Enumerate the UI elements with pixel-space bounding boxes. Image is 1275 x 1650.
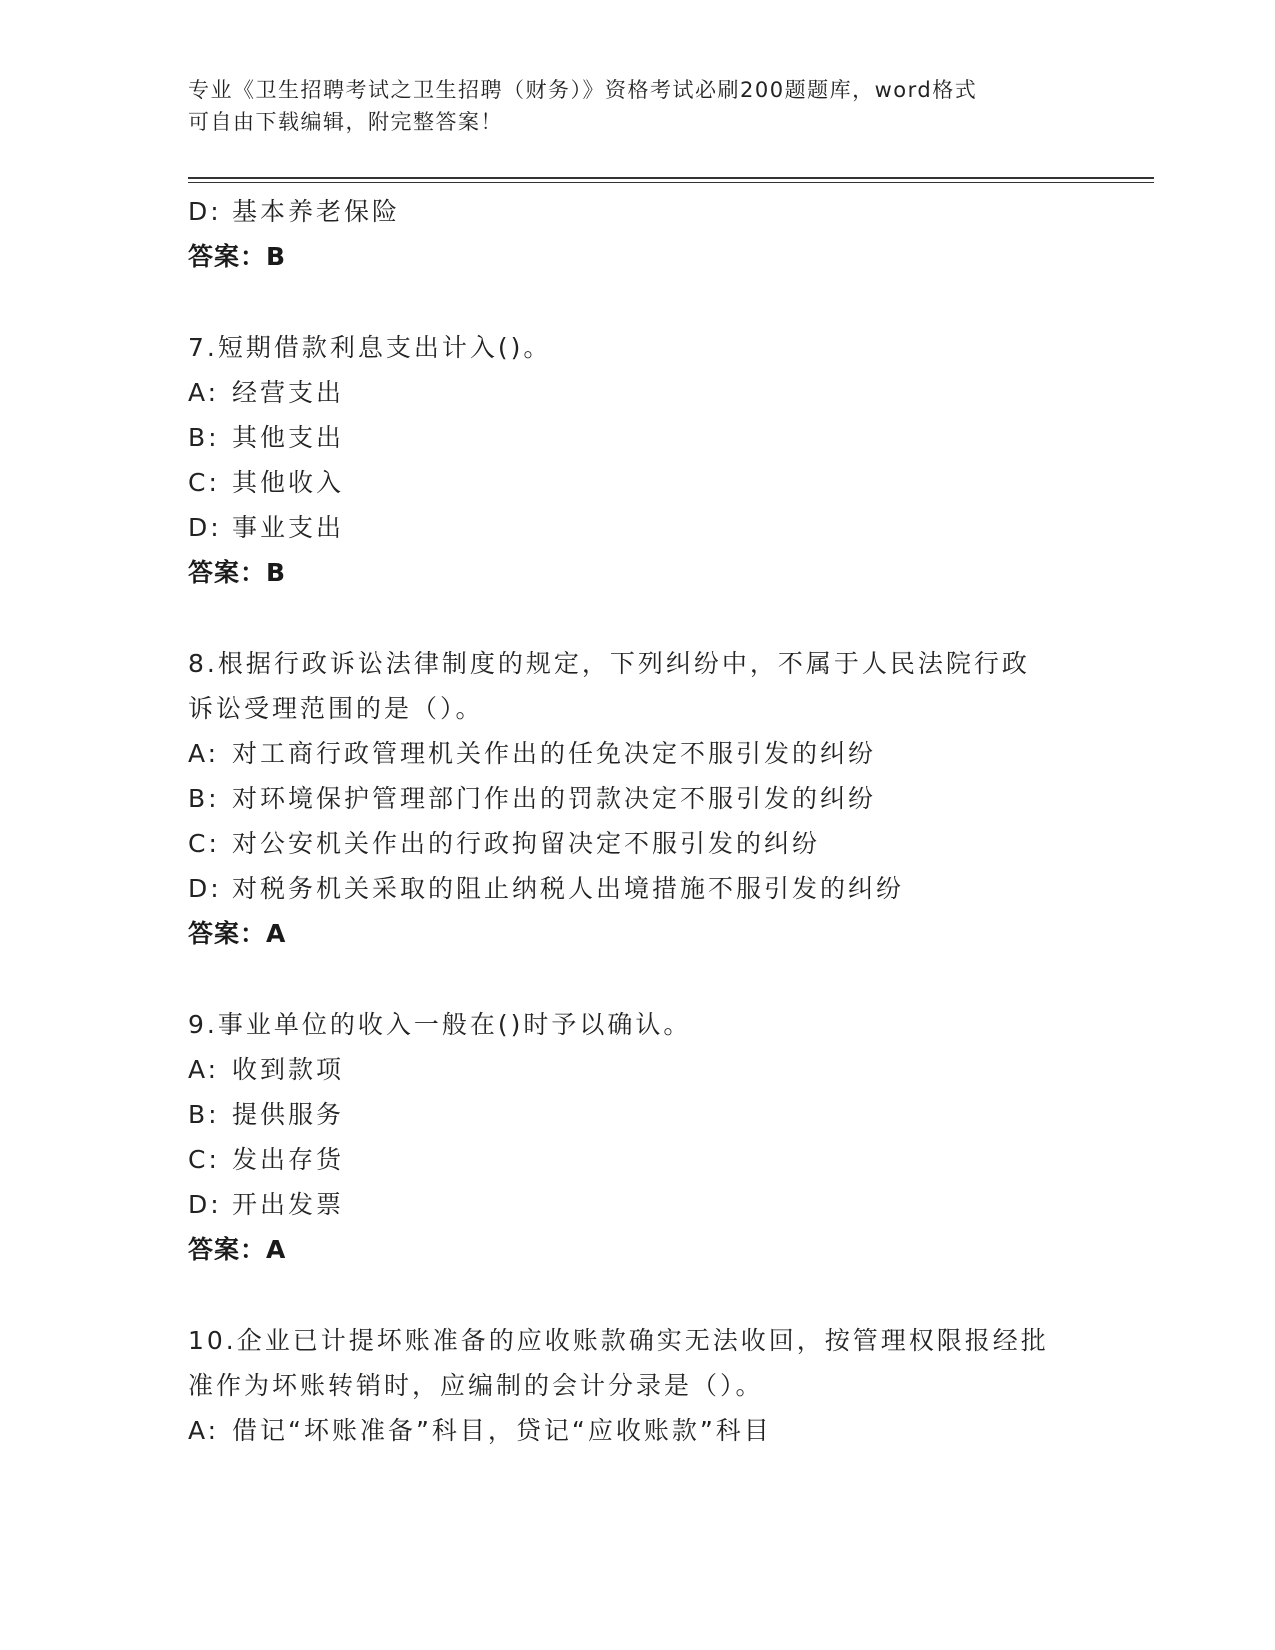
- option-text: 经营支出: [232, 378, 345, 407]
- q9-option-c: [188, 1137, 1088, 1182]
- q9-stem: 9.事业单位的收入一般在()时予以确认。: [188, 1010, 692, 1039]
- q8-option-a: [188, 731, 1088, 776]
- spacer: [188, 956, 1088, 1002]
- q7-option-a: [188, 370, 1088, 415]
- q8-answer: 答案：A: [188, 919, 287, 948]
- q8-stem-line-1: 8.根据行政诉讼法律制度的规定，下列纠纷中，不属于人民法院行政: [188, 649, 1030, 678]
- spacer: [188, 595, 1088, 641]
- q8-option-c: [188, 821, 1088, 866]
- option-key: D:: [188, 874, 222, 903]
- header-rule-thin: [188, 182, 1154, 183]
- q9-option-a: [188, 1047, 1088, 1092]
- option-key: A:: [188, 378, 220, 407]
- page-header: [188, 74, 1088, 138]
- option-key: B:: [188, 423, 220, 452]
- q9-answer: 答案：A: [188, 1235, 287, 1264]
- option-text: 收到款项: [232, 1055, 345, 1084]
- q9-option-b: [188, 1092, 1088, 1137]
- q8-stem-line-2: 诉讼受理范围的是（）。: [188, 694, 484, 723]
- q7-option-b: [188, 415, 1088, 460]
- prev-option-d: [188, 189, 1088, 234]
- option-text: 发出存货: [232, 1145, 345, 1174]
- option-key: A:: [188, 739, 220, 768]
- option-key: A:: [188, 1416, 220, 1445]
- option-key: A:: [188, 1055, 220, 1084]
- option-text: 其他收入: [232, 468, 345, 497]
- spacer: [188, 279, 1088, 325]
- option-key: D:: [188, 197, 222, 226]
- q10-stem-line-1: 10.企业已计提坏账准备的应收账款确实无法收回，按管理权限报经批: [188, 1326, 1049, 1355]
- option-key: B:: [188, 784, 220, 813]
- option-text: 对税务机关采取的阻止纳税人出境措施不服引发的纠纷: [232, 874, 905, 903]
- option-text: 基本养老保险: [232, 197, 401, 226]
- header-rule-thick: [188, 177, 1154, 179]
- option-text: 对公安机关作出的行政拘留决定不服引发的纠纷: [232, 829, 821, 858]
- header-line-2: 可自由下载编辑，附完整答案！: [188, 110, 503, 134]
- option-key: B:: [188, 1100, 220, 1129]
- option-key: D:: [188, 513, 222, 542]
- q8-option-b: [188, 776, 1088, 821]
- option-key: D:: [188, 1190, 222, 1219]
- q8-option-d: [188, 866, 1088, 911]
- option-text: 借记“坏账准备”科目，贷记“应收账款”科目: [232, 1416, 772, 1445]
- option-key: C:: [188, 1145, 220, 1174]
- q7-option-c: [188, 460, 1088, 505]
- option-text: 事业支出: [232, 513, 345, 542]
- spacer: [188, 1272, 1088, 1318]
- q7-stem: 7.短期借款利息支出计入()。: [188, 333, 552, 362]
- q9-option-d: [188, 1182, 1088, 1227]
- q10-option-a: [188, 1408, 1088, 1453]
- q7-option-d: [188, 505, 1088, 550]
- q10-stem-line-2: 准作为坏账转销时，应编制的会计分录是（）。: [188, 1371, 764, 1400]
- option-text: 开出发票: [232, 1190, 345, 1219]
- option-text: 其他支出: [232, 423, 345, 452]
- q7-answer: 答案：B: [188, 558, 287, 587]
- option-key: C:: [188, 468, 220, 497]
- option-key: C:: [188, 829, 220, 858]
- option-text: 提供服务: [232, 1100, 345, 1129]
- option-text: 对工商行政管理机关作出的任免决定不服引发的纠纷: [232, 739, 877, 768]
- option-text: 对环境保护管理部门作出的罚款决定不服引发的纠纷: [232, 784, 877, 813]
- header-line-1: 专业《卫生招聘考试之卫生招聘（财务）》资格考试必刷200题题库，word格式: [188, 78, 978, 102]
- prev-answer: 答案：B: [188, 242, 287, 271]
- question-content: [188, 189, 1088, 1453]
